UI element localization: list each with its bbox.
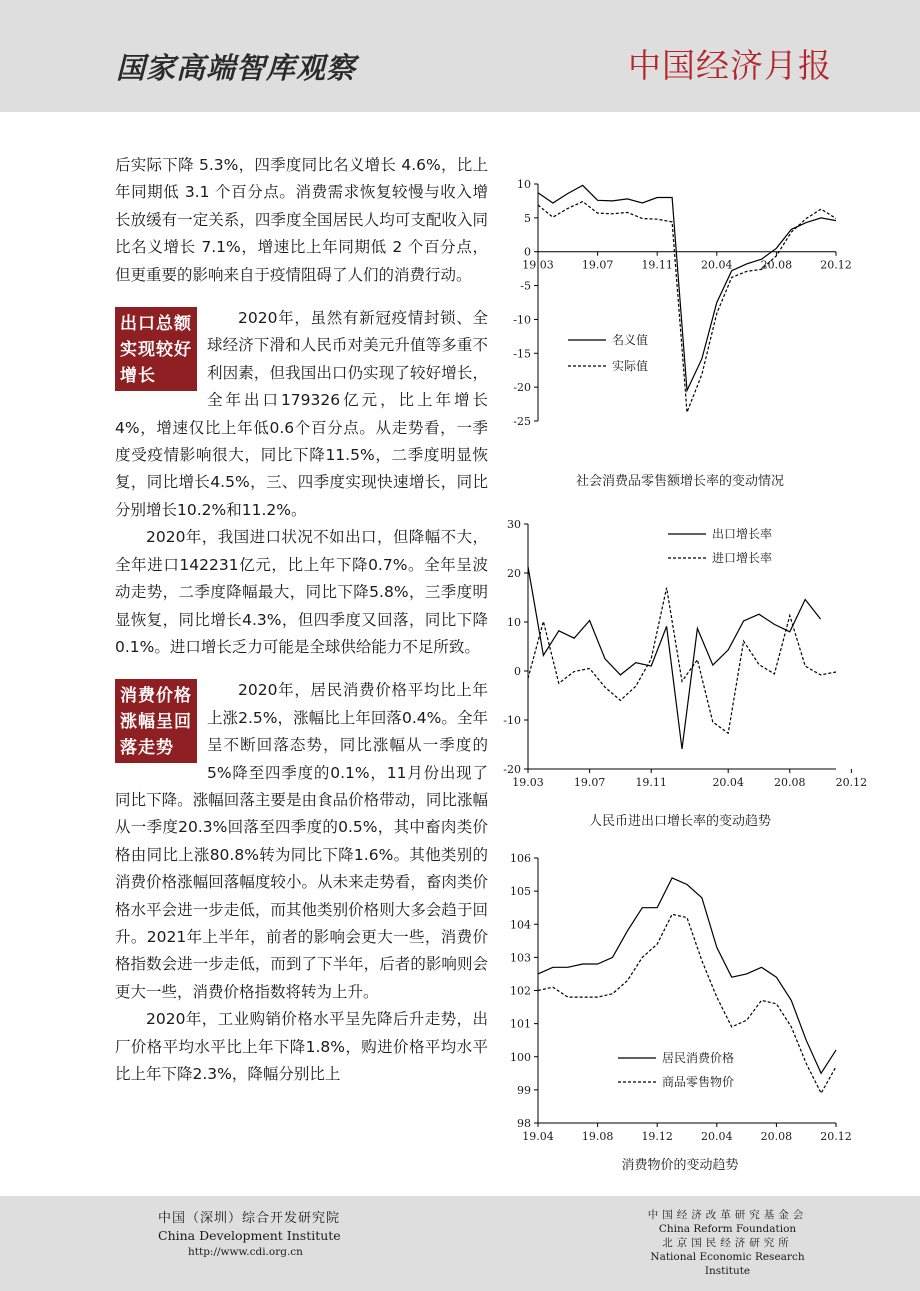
footer-right	[640, 1208, 815, 1278]
y-tick-label: -20	[503, 763, 521, 776]
x-tick-label: 20.04	[701, 258, 733, 272]
section-tag-exports: 出口总额实现较好增长	[115, 307, 197, 391]
x-tick-label: 19.03	[512, 776, 544, 789]
footer-left	[158, 1210, 341, 1261]
y-tick-label: 99	[517, 1083, 531, 1097]
y-tick-label: 105	[510, 885, 531, 899]
x-tick-label: 20.12	[835, 776, 868, 789]
y-tick-label: 98	[517, 1117, 531, 1130]
chart-retail-sales	[500, 170, 860, 440]
x-tick-label: 19.11	[635, 776, 667, 789]
y-tick-label: 10	[507, 616, 521, 629]
y-tick-label: 0	[514, 665, 521, 678]
x-tick-label: 20.12	[820, 1130, 852, 1143]
intro-paragraph: 后实际下降 5.3%，四季度同比名义增长 4.6%，比上年同期低 3.1 个百分点。消费需求恢复较慢与收入增长放缓有一定关系，四季度全国居民人均可支配收入同比名义增长 7.1%，增速比上年同期低 2 个百分点，但更重要的影响来自于疫情阻碍了人们的消费行动。	[115, 156, 488, 284]
legend-label: 居民消费价格	[662, 1051, 735, 1065]
series-line-2	[528, 588, 836, 734]
y-tick-label: -10	[503, 714, 521, 727]
y-tick-label: 104	[510, 918, 531, 932]
legend-label: 出口增长率	[712, 527, 773, 541]
footer-org-en: China Development Institute	[158, 1228, 341, 1243]
y-tick-label: 103	[510, 951, 531, 965]
series-line-1	[538, 185, 836, 390]
paragraph: 2020年，虽然有新冠疫情封锁、全球经济下滑和人民币对美元升值等多重不利因素，但我国出口仍实现了较好增长，全年出口179326亿元，比上年增长4%，增速仅比上年低0.6个百分点。从走势看，一季度受疫情影响很大，同比下降11.5%，二季度明显恢复，同比增长4.5%，三、四季度实现快速增长，同比分别增长10.2%和11.2%。	[115, 309, 488, 519]
footer-org3-zh: 北京国民经济研究所	[662, 1237, 793, 1249]
chart-caption: 社会消费品零售额增长率的变动情况	[575, 474, 784, 489]
chart-trade-svg	[500, 514, 868, 799]
y-tick-label: 30	[507, 518, 521, 531]
footer-org2-zh: 中国经济改革研究基金会	[647, 1209, 808, 1221]
x-tick-label: 19.11	[641, 258, 673, 272]
footer-org3-en: National Economic Research Institute	[650, 1251, 805, 1277]
chart-caption: 消费物价的变动趋势	[621, 1158, 739, 1173]
x-tick-label: 19.04	[522, 1130, 554, 1143]
x-tick-label: 20.12	[820, 258, 852, 272]
x-tick-label: 19.03	[522, 258, 554, 272]
chart-prices	[500, 850, 860, 1143]
footer-org2-en: China Reform Foundation	[658, 1223, 797, 1235]
y-tick-label: 5	[524, 211, 531, 225]
series-line-1	[528, 567, 821, 749]
page-footer	[0, 1196, 920, 1291]
paragraph: 2020年，工业购销价格水平呈先降后升走势，出厂价格平均水平比上年下降1.8%，购进价格平均水平比上年下降2.3%，降幅分别比上	[115, 1010, 488, 1083]
brand-logo-text: 国家高端智库观察	[116, 51, 357, 85]
y-tick-label: 101	[510, 1017, 531, 1031]
x-tick-label: 20.04	[712, 776, 744, 789]
y-tick-label: -15	[513, 347, 531, 361]
paragraph: 2020年，我国进口状况不如出口，但降幅不大，全年进口142231亿元，比上年下降0.7%。全年呈波动走势，二季度降幅最大，同比下降5.8%，三季度明显恢复，同比增长4.3%，但四季度又回落，同比下降0.1%。进口增长乏力可能是全球供给能力不足所致。	[115, 528, 488, 656]
section-tag-prices: 消费价格涨幅呈回落走势	[115, 679, 197, 763]
footer-org-zh: 中国（深圳）综合开发研究院	[158, 1211, 341, 1226]
y-tick-label: -5	[520, 279, 531, 293]
chart-trade	[500, 514, 868, 799]
y-tick-label: 20	[507, 567, 521, 580]
series-line-2	[538, 914, 836, 1093]
legend-label: 商品零售物价	[662, 1075, 735, 1089]
x-tick-label: 19.07	[573, 776, 606, 789]
chart-caption: 人民币进出口增长率的变动趋势	[588, 814, 771, 829]
y-tick-label: -25	[513, 415, 531, 428]
y-tick-label: 0	[524, 245, 531, 259]
legend-label: 进口增长率	[712, 551, 773, 565]
x-tick-label: 20.08	[760, 1130, 793, 1143]
y-tick-label: 102	[510, 984, 531, 998]
x-tick-label: 19.08	[581, 1130, 614, 1143]
legend-label: 实际值	[612, 359, 649, 373]
report-title: 中国经济月报	[628, 46, 832, 85]
x-tick-label: 20.08	[760, 258, 793, 272]
article-body	[115, 152, 488, 1088]
x-tick-label: 19.07	[581, 258, 614, 272]
legend-label: 名义值	[612, 333, 649, 347]
y-tick-label: 10	[517, 178, 531, 191]
footer-url: http://www.cdi.org.cn	[188, 1246, 303, 1258]
page-header	[0, 0, 920, 112]
y-tick-label: 106	[510, 852, 531, 865]
y-tick-label: -10	[513, 313, 531, 327]
series-line-2	[538, 202, 836, 413]
series-line-1	[538, 878, 836, 1073]
section-exports	[115, 305, 488, 661]
section-prices	[115, 677, 488, 1088]
chart-prices-svg	[500, 850, 860, 1143]
x-tick-label: 20.04	[701, 1130, 733, 1143]
chart-retail-sales-svg	[500, 170, 860, 440]
y-tick-label: 100	[510, 1050, 531, 1064]
paragraph: 2020年，居民消费价格平均比上年上涨2.5%，涨幅比上年回落0.4%。全年呈不断回落态势，同比涨幅从一季度的5%降至四季度的0.1%，11月份出现了同比下降。涨幅回落主要是由食品价格带动，同比涨幅从一季度20.3%回落至四季度的0.5%，其中畜肉类价格由同比上涨80.8%转为同比下降1.6%。其他类别的消费价格涨幅回落幅度较小。从未来走势看，畜肉类价格水平会进一步走低，而其他类别价格则大多会趋于回升。2021年上半年，前者的影响会更大一些，消费价格指数会进一步走低，而到了下半年，后者的影响则会更大一些，消费价格指数将转为上升。	[115, 681, 488, 1001]
x-tick-label: 20.08	[774, 776, 806, 789]
y-tick-label: -20	[513, 381, 531, 395]
x-tick-label: 19.12	[641, 1130, 673, 1143]
